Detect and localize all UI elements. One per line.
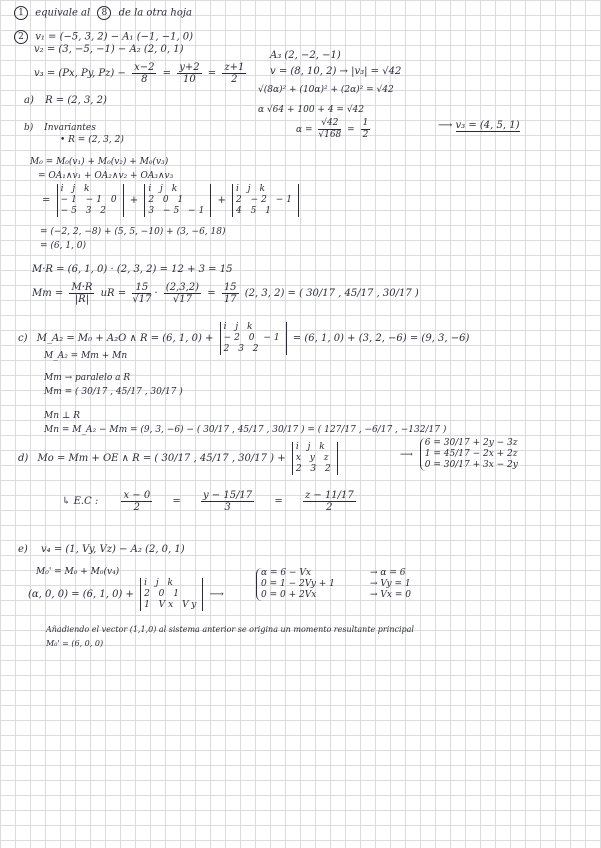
moment-sum: M₀ = M₀(v₁) + M₀(v₂) + M₀(v₃) [30,157,169,167]
magnitude-equation: √(8α)² + (10α)² + (2α)² = √42 [258,85,394,95]
section-e-equation: (α, 0, 0) = (6, 1, 0) + i j k 2 0 1 1 Vx Vy ⟶ [28,578,224,610]
system-d: ⟶ 6 = 30/17 + 2y − 3z 1 = 45/17 − 2x + 2z 0 = 30/17 + 3x − 2y [400,438,518,470]
vector-v3-text: v₃ = (Px, Py, Pz) − [34,68,126,79]
det-3: i j k 2 −2 −1 4 5 1 [232,184,299,217]
determinants-row: = i j k −1 −1 0 −5 3 2 + i j k 2 0 1 3 −5 −1 + i j k 2 −2 −1 4 5 1 [42,184,302,217]
mm-fraction: $\frac{M\cdot R}{|R|}$ [71,282,93,305]
det-2: i j k 2 0 1 3 −5 −1 [144,184,211,217]
section-1-reference: 8 [97,6,111,20]
system-e-results: → α = 6 → Vy = 1 → Vx = 0 [370,568,411,600]
section-2-line-1 [14,30,193,44]
half-fraction: $\frac{1}{2}$ [362,118,369,140]
vector-v2-text: v₂ = (3, −5, −1) − A₂ (2, 0, 1) [34,44,184,55]
mm-parallel: Mm → paralelo a R [44,373,131,383]
mn-perpendicular: Mn ⊥ R [44,411,80,421]
line-fraction-z: $\frac{z+1}{2}$ [224,62,245,85]
moment-cross: = OA₁∧v₁ + OA₂∧v₂ + OA₃∧v₃ [38,171,174,181]
section-1-rest: de la otra hoja [118,7,192,19]
section-d-line: d) Mo = Mm + OE ∧ R = ( 30/17 , 45/17 , 30/17 ) + i j k x y z 2 3 2 [18,442,341,475]
det-e: i j k 2 0 1 1 Vx Vy [140,578,203,611]
invariantes-text: Invariantes [44,123,96,133]
line-fraction-x: $\frac{x-2}{8}$ [134,62,155,85]
point-a3-text: A₃ (2, −2, −1) [270,50,341,61]
resultant-r: R = (2, 3, 2) [45,95,107,106]
mm-result: ( 30/17 , 45/17 , 30/17 ) [299,288,419,299]
section-c-label: c) [18,333,28,344]
det-d: i j k x y z 2 3 2 [292,442,338,475]
section-e-line: e) v₄ = (1, Vy, Vz) − A₂ (2, 0, 1) [18,544,185,555]
continuous-equation: ↳ E.C : $\frac{x - 0}{2}$ = $\frac{y - 15/17}{3}$ = $\frac{z - 11/17}{2}$ [62,490,354,513]
system-e-brace: α = 6 − Vx 0 = 1 − 2Vy + 1 0 = 0 + 2Vx [256,568,335,601]
section-a-line [24,95,107,107]
line-fraction-y: $\frac{y+2}{10}$ [179,62,200,85]
vector-v-text: v = (8, 10, 2) → |v₃| = √42 [270,66,402,77]
alpha-label: α = [296,125,313,135]
section-1-text: equivale al [35,7,91,19]
section-b-label: b) [24,123,34,133]
section-1-line [14,6,192,20]
det-c: i j k −2 0 −1 2 3 2 [220,322,287,355]
system-d-brace: 6 = 30/17 + 2y − 3z 1 = 45/17 − 2x + 2z 0 = 30/17 + 3x − 2y [420,438,518,471]
section-d-label: d) [18,453,29,464]
moment-components: = (−2, 2, −8) + (5, 5, −10) + (3, −6, 18) [40,227,226,237]
dot-product: M·R = (6, 1, 0) · (2, 3, 2) = 12 + 3 = 15 [32,264,233,275]
ma2-decomposition: M_A₂ = Mm + Mn [44,351,128,361]
section-1-number: 1 [14,6,28,20]
section-2-number: 2 [14,30,28,44]
section-b-line [24,122,96,134]
mn-value: Mn = M_A₂ − Mm = (9, 3, −6) − ( 30/17 , 45/17 , 30/17 ) = ( 127/17 , −6/17 , −132/17 ) [44,425,447,435]
section-a-label: a) [24,95,34,106]
section-e-label: e) [18,544,28,555]
note-result: M₀' = (6, 0, 0) [46,639,104,648]
alpha-line: α = $\frac{√42}{√168}$ = $\frac{1}{2}$ [296,118,369,140]
mo-prime-sum: M₀' = M₀ + M₀(v₄) [36,567,120,577]
note-text: Añadiendo el vector (1,1,0) al sistema anterior se origina un momento resultante principal [46,625,414,634]
invariant-r: • R = (2, 3, 2) [60,135,124,145]
vector-v1-text: v₁ = (−5, 3, 2) − A₁ (−1, −1, 0) [35,31,194,43]
mm-value: Mm = ( 30/17 , 45/17 , 30/17 ) [44,387,183,397]
alpha-fraction: $\frac{√42}{√168}$ [318,118,342,140]
moment-result: = (6, 1, 0) [40,241,87,251]
mm-line: Mm = $\frac{M\cdot R}{|R|}$ uR = $\frac{15}{√17}$ · $\frac{(2,3,2)}{√17}$ = $\frac{15}{17}$ (2, 3, 2) = ( 30/17 , 45/17 , 30/17 ) [32,282,419,305]
det-1: i j k −1 −1 0 −5 3 2 [57,184,124,217]
vector-v3-line: v₃ = (Px, Py, Pz) − $\frac{x-2}{8}$ = $\frac{y+2}{10}$ = $\frac{z+1}{2}$ [34,62,245,85]
magnitude-equation-2: α √64 + 100 + 4 = √42 [258,105,365,115]
section-c-line: c) M_A₂ = M₀ + A₂O ∧ R = (6, 1, 0) + i j k −2 0 −1 2 3 2 = (6, 1, 0) + (3, 2, −6) = (9, 3, −6) [18,322,470,354]
system-e [252,568,335,601]
v3-result: ⟶ v₃ = (4, 5, 1) [438,120,520,131]
